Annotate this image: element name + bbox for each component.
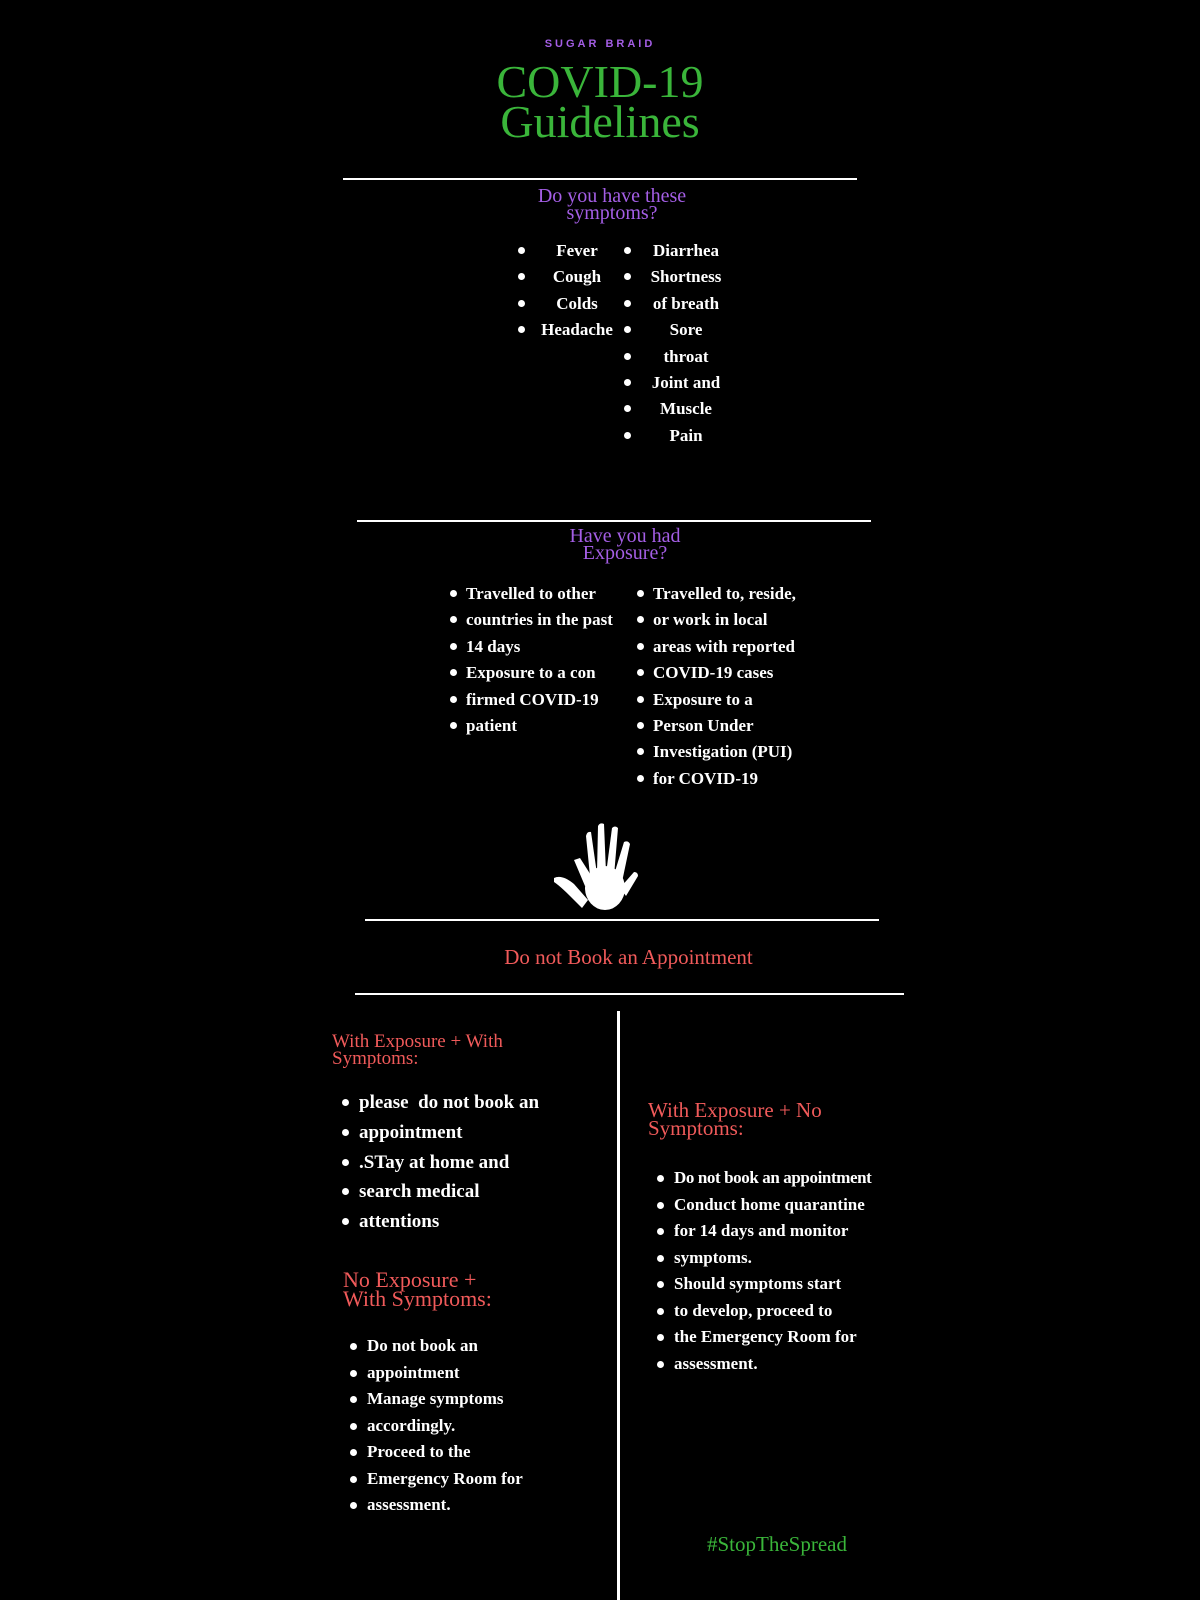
with-exposure-no-symptoms-heading <box>648 1098 822 1140</box>
symptoms-list-left <box>510 238 622 344</box>
symptoms-list-right <box>618 238 734 449</box>
list-item: Travelled to other <box>450 581 613 607</box>
list-item: Colds <box>510 291 622 317</box>
list-item: Manage symptoms <box>350 1386 523 1413</box>
exposure-heading-line-2: Exposure? <box>582 542 668 564</box>
title-line-2: Guidelines <box>500 96 700 147</box>
list-item: the Emergency Room for <box>657 1324 871 1351</box>
heading-line-2: With Symptoms: <box>343 1286 492 1311</box>
list-item: Fever <box>510 238 622 264</box>
list-item: Shortness <box>618 264 734 290</box>
heading-line-2: Symptoms: <box>648 1116 744 1140</box>
list-item: for COVID-19 <box>637 766 796 792</box>
exposure-heading <box>500 525 750 564</box>
list-item: Do not book an <box>350 1333 523 1360</box>
heading-line-2: Symptoms: <box>332 1048 419 1069</box>
list-item: Conduct home quarantine <box>657 1192 871 1219</box>
list-item: assessment. <box>350 1492 523 1519</box>
list-item: throat <box>618 344 734 370</box>
list-item: COVID-19 cases <box>637 660 796 686</box>
list-item: assessment. <box>657 1351 871 1378</box>
heading-line-1: With Exposure + With <box>332 1031 503 1052</box>
list-item: of breath <box>618 291 734 317</box>
list-item: please do not book an <box>342 1088 539 1118</box>
exposure-list-right <box>637 581 796 792</box>
exposure-heading-line-1: Have you had <box>569 525 681 547</box>
list-item: Exposure to a con <box>450 660 613 686</box>
list-item: Joint and <box>618 370 734 396</box>
list-item: Do not book an appointment <box>657 1165 871 1192</box>
list-item: Should symptoms start <box>657 1271 871 1298</box>
list-item: or work in local <box>637 607 796 633</box>
list-item: Emergency Room for <box>350 1466 523 1493</box>
divider-stop-top <box>365 919 879 921</box>
list-item: Proceed to the <box>350 1439 523 1466</box>
list-item: Person Under <box>637 713 796 739</box>
divider-stop-bottom <box>355 993 904 995</box>
list-item: appointment <box>350 1360 523 1387</box>
list-item: Sore <box>618 317 734 343</box>
list-item: 14 days <box>450 634 613 660</box>
list-item: accordingly. <box>350 1413 523 1440</box>
brand-name: SUGAR BRAID <box>544 38 656 50</box>
divider-exposure <box>357 520 871 522</box>
list-item: to develop, proceed to <box>657 1298 871 1325</box>
no-exposure-with-symptoms-heading <box>343 1267 492 1311</box>
hashtag: #StopTheSpread <box>707 1532 847 1556</box>
list-item: symptoms. <box>657 1245 871 1272</box>
hand-stop-icon <box>550 818 646 914</box>
list-item: patient <box>450 713 613 739</box>
list-item: Travelled to, reside, <box>637 581 796 607</box>
with-exposure-no-symptoms-list <box>657 1165 871 1377</box>
list-item: Pain <box>618 423 734 449</box>
exposure-list-left <box>450 581 613 739</box>
list-item: appointment <box>342 1118 539 1148</box>
list-item: for 14 days and monitor <box>657 1218 871 1245</box>
list-item: .STay at home and <box>342 1148 539 1178</box>
symptoms-heading <box>480 185 744 224</box>
with-exposure-with-symptoms-list <box>342 1088 539 1237</box>
heading-line-1: With Exposure + No <box>648 1098 822 1122</box>
title-line-1: COVID-19 <box>496 56 704 107</box>
list-item: attentions <box>342 1207 539 1237</box>
list-item: Diarrhea <box>618 238 734 264</box>
list-item: Investigation (PUI) <box>637 739 796 765</box>
with-exposure-with-symptoms-heading <box>332 1033 503 1067</box>
list-item: firmed COVID-19 <box>450 687 613 713</box>
list-item: Headache <box>510 317 622 343</box>
list-item: Exposure to a <box>637 687 796 713</box>
symptoms-heading-line-1: Do you have these <box>537 185 687 207</box>
list-item: Muscle <box>618 396 734 422</box>
do-not-book-notice: Do not Book an Appointment <box>504 945 753 969</box>
column-divider <box>617 1011 620 1600</box>
page-title <box>0 56 1200 147</box>
list-item: search medical <box>342 1177 539 1207</box>
symptoms-heading-line-2: symptoms? <box>566 202 658 224</box>
divider-top <box>343 178 857 180</box>
list-item: Cough <box>510 264 622 290</box>
heading-line-1: No Exposure + <box>343 1267 477 1292</box>
no-exposure-with-symptoms-list <box>350 1333 523 1519</box>
list-item: areas with reported <box>637 634 796 660</box>
list-item: countries in the past <box>450 607 613 633</box>
